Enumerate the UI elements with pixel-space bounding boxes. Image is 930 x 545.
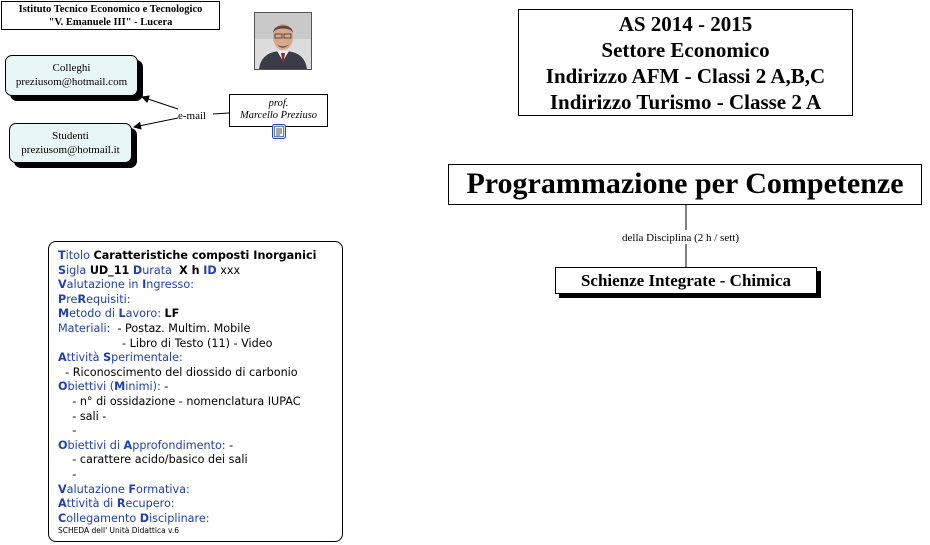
sigla-value: UD_11 xyxy=(89,263,130,277)
card-row-obiettivi-1 xyxy=(58,395,342,410)
school-name-line2: "V. Emanuele III" - Lucera xyxy=(48,17,173,28)
studenti-contact-box[interactable] xyxy=(9,123,132,163)
studenti-label: Studenti xyxy=(52,130,89,142)
approf-item-2: - xyxy=(72,467,77,481)
card-row-attivita: Attività Sperimentale: xyxy=(58,351,183,365)
card-row-recupero: Attività di Recupero: xyxy=(58,497,175,511)
studenti-email[interactable]: preziusom@hotmail.it xyxy=(21,144,120,156)
afm-classes: Indirizzo AFM - Classi 2 A,B,C xyxy=(545,64,826,88)
card-row-obiettivi-3 xyxy=(58,424,342,439)
card-footer: SCHEDA dell' Unità Didattica v.6 xyxy=(58,526,180,536)
teacher-photo xyxy=(254,12,312,70)
programmazione-title: Programmazione per Competenze xyxy=(448,164,922,205)
card-row-obiettivi: Obiettivi (Minimi): - xyxy=(58,380,169,394)
school-name-line1: Istituto Tecnico Economico e Tecnologico xyxy=(18,4,203,15)
colleghi-email[interactable]: preziusom@hotmail.com xyxy=(15,76,128,88)
school-name-box xyxy=(1,1,220,30)
discipline-label: della Disciplina (2 h / sett) xyxy=(622,232,739,244)
materiali-value-1: Postaz. Multim. Mobile xyxy=(125,321,251,335)
teacher-name: Marcello Preziuso xyxy=(239,110,318,121)
card-row-materiali-2: - Libro di Testo (11) - Video xyxy=(58,336,273,350)
card-row-attivita-item xyxy=(58,366,342,381)
colleghi-contact-box[interactable] xyxy=(5,55,138,96)
titolo-value: Caratteristiche composti Inorganici xyxy=(93,249,317,262)
card-row-approfondimento: Obiettivi di Approfondimento: - xyxy=(58,438,234,452)
card-row-collegamento: Collegamento Disciplinare: xyxy=(58,511,210,525)
durata-value: X h xyxy=(179,263,200,277)
email-label: e-mail xyxy=(178,110,207,122)
card-row-obiettivi-2 xyxy=(58,410,342,425)
card-row-valutazione-formativa: Valutazione Formativa: xyxy=(58,482,190,496)
subject-box: Schienze Integrate - Chimica xyxy=(555,267,817,294)
tourism-classes: Indirizzo Turismo - Classe 2 A xyxy=(549,90,822,114)
unit-card xyxy=(48,241,343,542)
obiettivi-item-3: - xyxy=(72,424,77,438)
id-value: xxx xyxy=(220,263,241,277)
note-icon[interactable] xyxy=(272,124,286,139)
card-row-materiali: Materiali: - Postaz. Multim. Mobile xyxy=(58,321,251,335)
card-row-sigla: Sigla UD_11 Durata X h ID xxx xyxy=(58,263,241,277)
arrow-studenti xyxy=(134,118,178,127)
teacher-box xyxy=(229,94,328,127)
sector: Settore Economico xyxy=(601,38,770,62)
arrow-colleghi xyxy=(142,97,178,109)
card-row-metodo: Metodo di Lavoro: LF xyxy=(58,307,180,321)
obiettivi-item-1: - n° di ossidazione - nomenclatura IUPAC xyxy=(72,394,301,408)
card-row-approf-2 xyxy=(58,468,342,483)
metodo-value: LF xyxy=(164,307,180,321)
materiali-value-2: Libro di Testo (11) - Video xyxy=(129,336,273,350)
card-row-valutazione-ingresso: Valutazione in Ingresso: xyxy=(58,278,194,292)
school-year: AS 2014 - 2015 xyxy=(618,12,753,36)
card-row-prerequisiti: PreRequisiti: xyxy=(58,292,131,306)
teacher-title: prof. xyxy=(268,98,289,109)
line-prof-email xyxy=(213,113,229,114)
attivita-item: - Riconoscimento del diossido di carbonio xyxy=(65,365,298,379)
obiettivi-item-2: - sali - xyxy=(72,409,107,423)
approf-item-1: - carattere acido/basico dei sali xyxy=(72,453,248,467)
card-row-titolo: Titolo Caratteristiche composti Inorganici xyxy=(58,249,317,262)
school-year-box xyxy=(518,9,853,116)
colleghi-label: Colleghi xyxy=(52,62,91,74)
card-row-approf-1 xyxy=(58,453,342,468)
